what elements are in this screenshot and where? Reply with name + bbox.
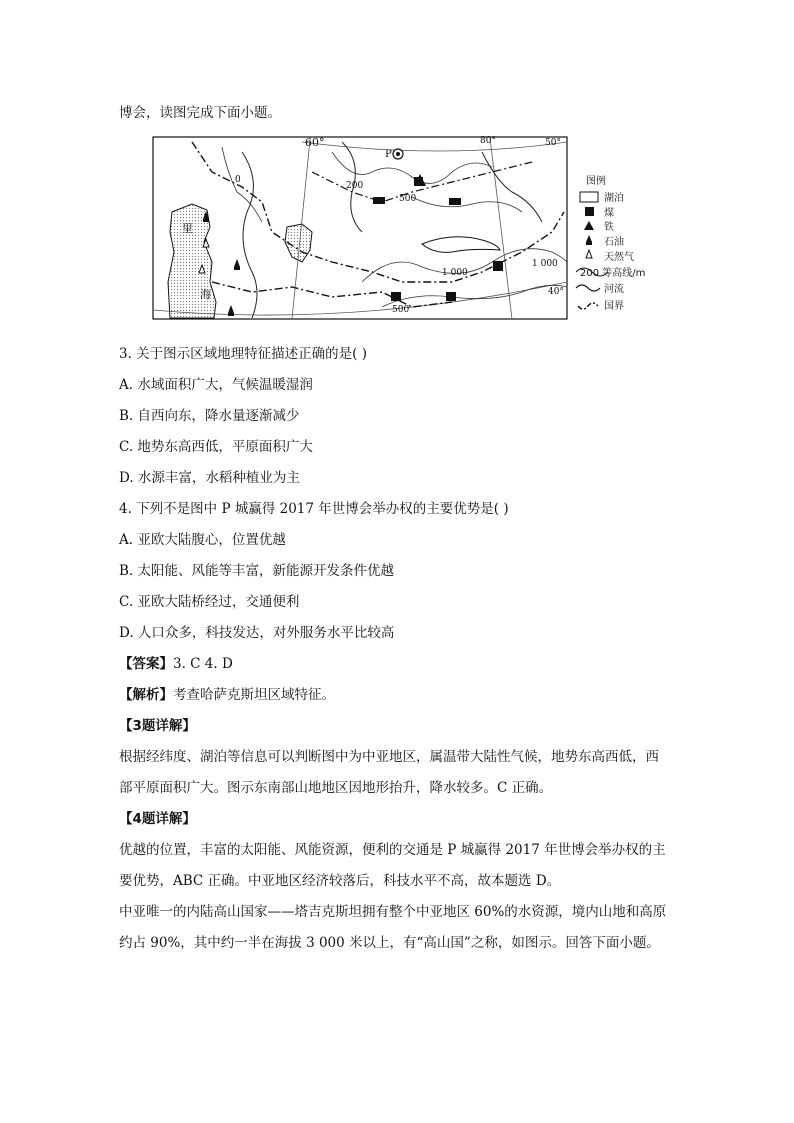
answer-text: 3. C 4. D [173,656,233,672]
q4-detail-line: 要优势，ABC 正确。中亚地区经济较落后，科技水平不高，故本题选 D。 [119,873,561,889]
q4-stem: 4. 下列不是图中 P 城赢得 2017 年世博会举办权的主要优势是( ) [119,501,509,517]
legend-item: 煤 [604,208,614,219]
answer-line [119,655,233,673]
q3-detail-line: 部平原面积广大。图示东南部山地地区因地形抬升，降水较多。C 正确。 [119,780,553,796]
lat-label-40: 40° [548,287,564,297]
q4-detail-label: 【4题详解】 [119,811,196,827]
coal-icon [373,197,385,204]
q3-option-d: D. 水源丰富，水稻种植业为主 [119,470,300,486]
legend-item: 国界 [604,301,624,312]
contour-label-500b: 500 [392,305,410,315]
coal-icon [446,292,456,301]
coal-icon [493,261,503,271]
q4-detail-line: 优越的位置，丰富的太阳能、风能资源，便利的交通是 P 城赢得 2017 年世博会举办权的主 [119,842,666,858]
q3-option-c: C. 地势东高西低，平原面积广大 [119,439,313,455]
answer-label: 【答案】 [119,656,173,672]
contour-label-500: 500 [399,194,417,204]
q4-option-b: B. 太阳能、风能等丰富，新能源开发条件优越 [119,563,395,579]
contour-label-1000b: 1 000 [532,259,558,269]
intro-text: 博会，读图完成下面小题。 [119,105,281,121]
contour-label-1000a: 1 000 [442,268,468,278]
q3-option-a: A. 水域面积广大，气候温暖湿润 [119,377,313,393]
map-svg [152,132,672,324]
analysis-label: 【解析】 [119,687,173,703]
city-p-label: P [385,149,392,160]
oil-legend-icon [586,235,592,245]
border-legend-icon [578,303,598,309]
q3-option-b: B. 自西向东，降水量逐渐减少 [119,408,300,424]
legend-item: 天然气 [604,252,634,263]
river-legend-icon [576,285,600,291]
legend-item: 河流 [604,284,624,295]
legend-item: 湖泊 [604,193,624,204]
legend-item: 石油 [604,237,624,248]
analysis-line [119,686,335,704]
contour-label-200: 200 [346,181,364,191]
coal-icon [449,198,461,205]
sea-label-char: 里 [182,222,193,235]
resource-map [152,132,672,324]
lon-label-60: 60° [305,136,325,149]
q4-option-a: A. 亚欧大陆腹心，位置优越 [119,532,286,548]
legend-title: 图例 [586,176,606,187]
legend-item: 200 等高线/m [580,268,646,279]
lake-legend-icon [580,192,598,202]
coal-icon [391,292,401,301]
iron-legend-icon [584,221,594,230]
coal-legend-icon [585,207,594,216]
lat-label-50: 50° [545,138,561,148]
gas-legend-icon [586,250,592,258]
q3-stem: 3. 关于图示区域地理特征描述正确的是( ) [119,346,367,362]
q4-option-d: D. 人口众多，科技发达，对外服务水平比较高 [119,625,395,641]
contour-label-0: 0 [235,175,241,185]
analysis-text: 考查哈萨克斯坦区域特征。 [173,687,335,703]
lon-label-80: 80° [480,136,496,146]
next-intro-line: 中亚唯一的内陆高山国家——塔吉克斯坦拥有整个中亚地区 60%的水资源，境内山地和高原 [119,904,667,920]
next-intro-line: 约占 90%，其中约一半在海拔 3 000 米以上，有“高山国”之称，如图示。回答下面小题。 [119,935,660,951]
q3-detail-label: 【3题详解】 [119,718,196,734]
legend-item: 铁 [604,222,614,233]
q4-option-c: C. 亚欧大陆桥经过，交通便利 [119,594,300,610]
q3-detail-line: 根据经纬度、湖泊等信息可以判断图中为中亚地区，属温带大陆性气候，地势东高西低，西 [119,749,659,765]
sea-label-char: 海 [200,288,211,301]
map-frame [153,137,567,319]
